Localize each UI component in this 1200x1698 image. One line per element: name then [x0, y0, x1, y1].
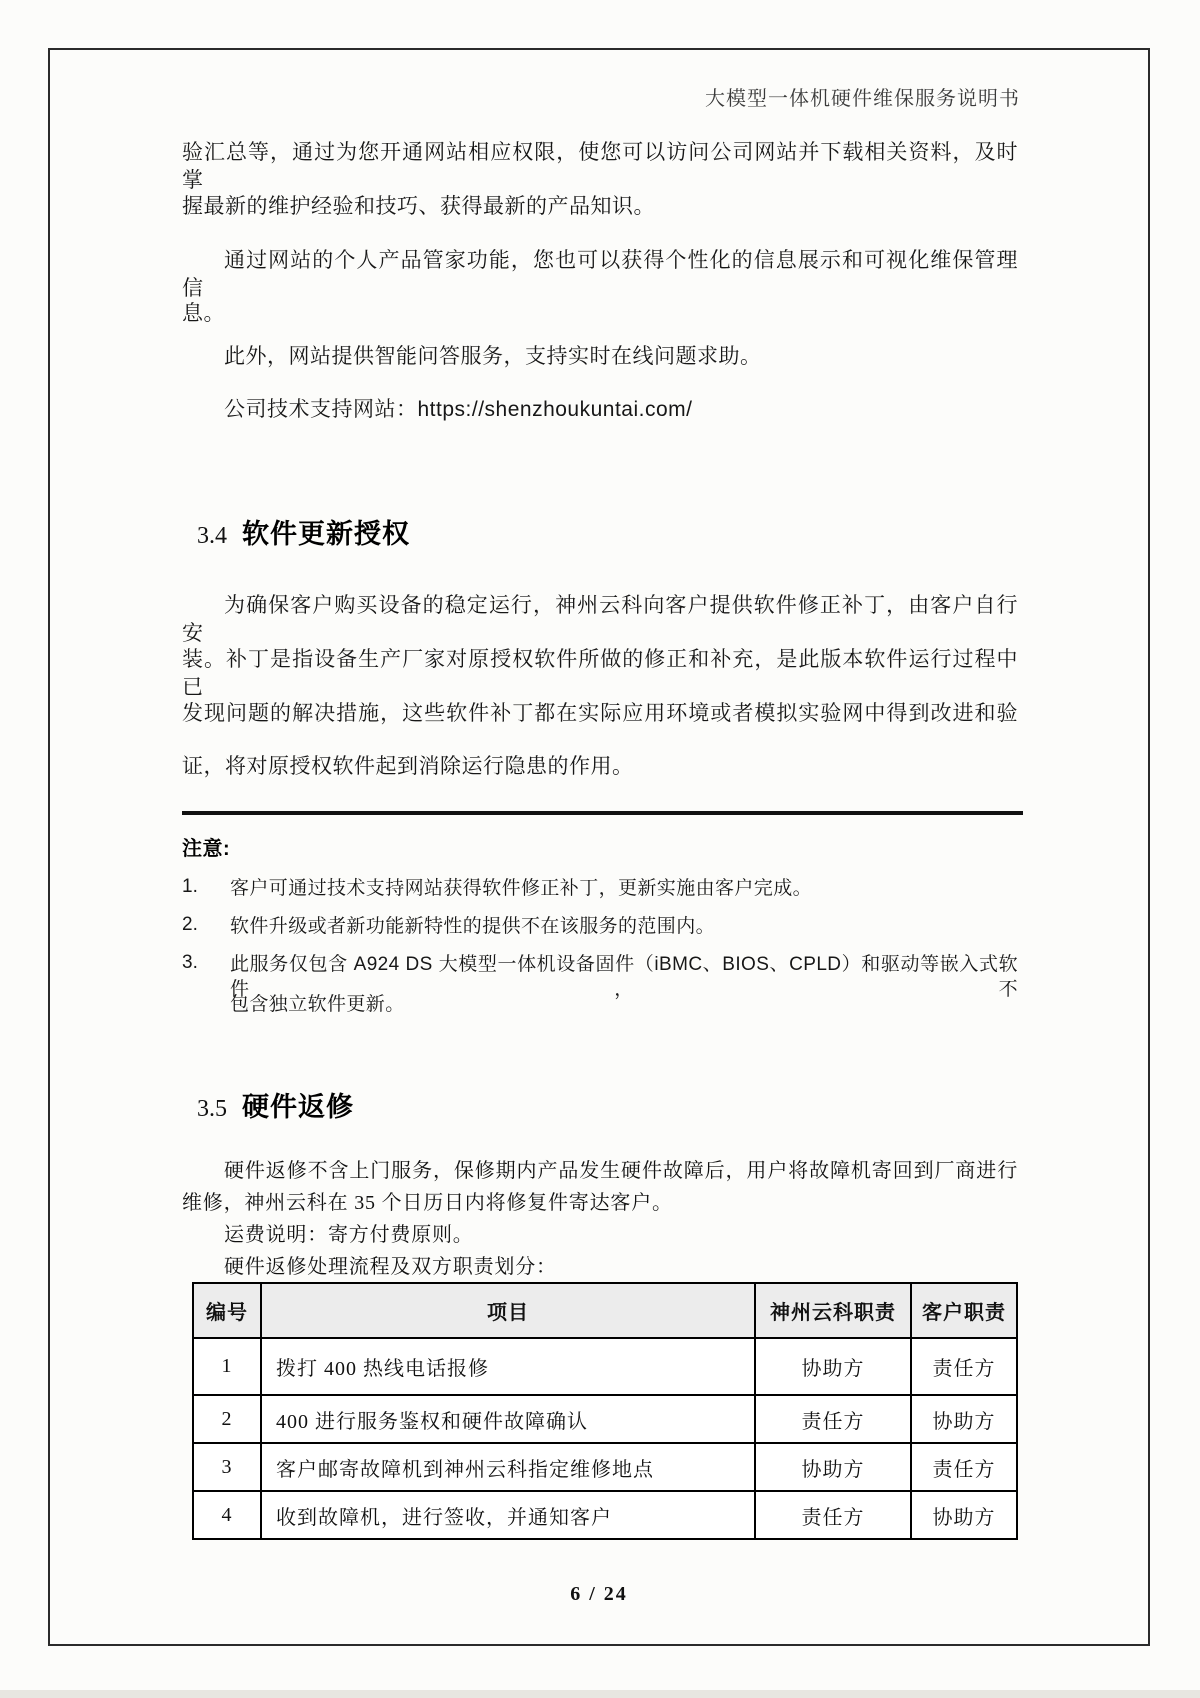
table-cell-customer: 责任方: [911, 1338, 1017, 1395]
table-cell-item: 拨打 400 热线电话报修: [261, 1338, 755, 1395]
scan-edge: [0, 1690, 1200, 1698]
section-number: 3.4: [197, 523, 227, 549]
paragraph-line: 证，将对原授权软件起到消除运行隐患的作用。: [182, 755, 634, 778]
paragraph-line: 为确保客户购买设备的稳定运行，神州云科向客户提供软件修正补丁，由客户自行安: [182, 594, 1018, 645]
paragraph-line: 硬件返修不含上门服务，保修期内产品发生硬件故障后，用户将故障机寄回到厂商进行: [224, 1160, 1018, 1182]
paragraph-line: 运费说明：寄方付费原则。: [224, 1224, 474, 1246]
paragraph-line: 握最新的维护经验和技巧、获得最新的产品知识。: [182, 195, 655, 218]
paragraph-line: 发现问题的解决措施，这些软件补丁都在实际应用环境或者模拟实验网中得到改进和验: [182, 702, 1018, 725]
section-number: 3.5: [197, 1096, 227, 1122]
table-header-cell: 项目: [261, 1283, 755, 1338]
table-header-cell: 客户职责: [911, 1283, 1017, 1338]
table-cell-customer: 责任方: [911, 1443, 1017, 1491]
table-cell-vendor: 协助方: [755, 1338, 911, 1395]
notice-item-text: 客户可通过技术支持网站获得软件修正补丁，更新实施由客户完成。: [230, 878, 813, 899]
notice-label: 注意:: [182, 838, 231, 860]
paragraph-line: 硬件返修处理流程及双方职责划分：: [224, 1256, 557, 1278]
table-cell-no: 1: [193, 1338, 261, 1395]
paragraph-line: 维修，神州云科在 35 个日历日内将修复件寄达客户。: [182, 1192, 673, 1214]
table-cell-customer: 协助方: [911, 1491, 1017, 1539]
table-cell-no: 3: [193, 1443, 261, 1491]
table-cell-customer: 协助方: [911, 1395, 1017, 1443]
table-cell-item: 客户邮寄故障机到神州云科指定维修地点: [261, 1443, 755, 1491]
table-cell-item: 收到故障机，进行签收，并通知客户: [261, 1491, 755, 1539]
paragraph-line: 此外，网站提供智能问答服务，支持实时在线问题求助。: [224, 345, 762, 368]
section-heading-3-5: [197, 1085, 354, 1124]
table-cell-no: 4: [193, 1491, 261, 1539]
table-cell-no: 2: [193, 1395, 261, 1443]
running-header: 大模型一体机硬件维保服务说明书: [705, 88, 1020, 110]
notice-item-continuation: 包含独立软件更新。: [230, 994, 405, 1015]
paragraph-line: 通过网站的个人产品管家功能，您也可以获得个性化的信息展示和可视化维保管理信: [182, 249, 1018, 300]
table-cell-vendor: 协助方: [755, 1443, 911, 1491]
table-row: [193, 1338, 1017, 1395]
table-cell-vendor: 责任方: [755, 1491, 911, 1539]
section-heading-3-4: [197, 512, 410, 551]
notice-item-number: 2.: [182, 914, 198, 935]
paragraph-line: 装。补丁是指设备生产厂家对原授权软件所做的修正和补充，是此版本软件运行过程中已: [182, 648, 1018, 699]
page-number: 6 / 24: [570, 1583, 628, 1605]
table-cell-item: 400 进行服务鉴权和硬件故障确认: [261, 1395, 755, 1443]
table-header-cell: 神州云科职责: [755, 1283, 911, 1338]
table-row: [193, 1491, 1017, 1539]
paragraph-line: 验汇总等，通过为您开通网站相应权限，使您可以访问公司网站并下载相关资料，及时掌: [182, 141, 1018, 192]
table-row: [193, 1443, 1017, 1491]
table-header-cell: 编号: [193, 1283, 261, 1338]
notice-item-text: 此服务仅包含 A924 DS 大模型一体机设备固件（iBMC、BIOS、CPLD）和驱动等嵌入式软件，不: [230, 954, 1018, 1000]
divider-rule: [182, 811, 1023, 815]
section-title: 硬件返修: [242, 1092, 354, 1122]
support-website-line: 公司技术支持网站：https://shenzhoukuntai.com/: [224, 398, 693, 421]
table-row: [193, 1395, 1017, 1443]
section-title: 软件更新授权: [242, 519, 410, 549]
table-header-row: [193, 1283, 1017, 1338]
notice-item-number: 1.: [182, 876, 198, 897]
table-cell-vendor: 责任方: [755, 1395, 911, 1443]
paragraph-line: 息。: [182, 302, 225, 325]
responsibility-table: [192, 1282, 1018, 1540]
notice-item-number: 3.: [182, 952, 198, 973]
notice-item-text: 软件升级或者新功能新特性的提供不在该服务的范围内。: [230, 916, 716, 937]
